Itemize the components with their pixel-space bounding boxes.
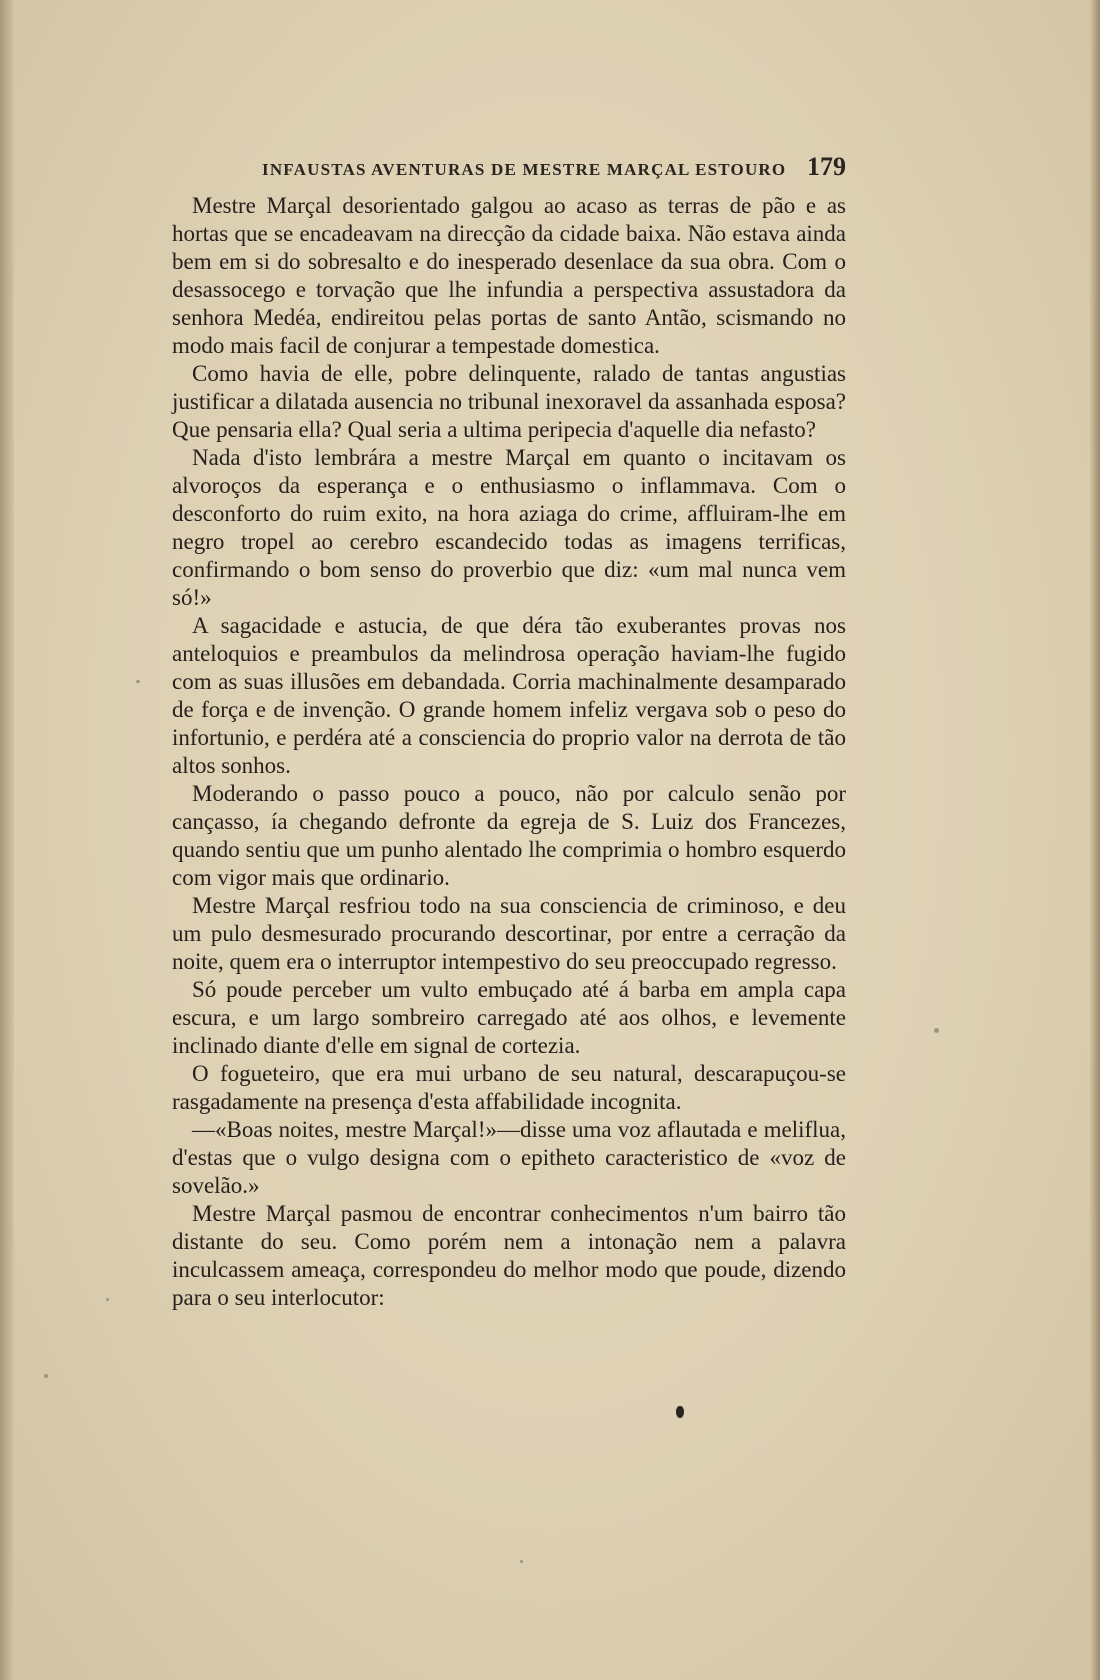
paper-speck (106, 1298, 109, 1301)
paper-speck (934, 1028, 939, 1033)
paragraph: Como havia de elle, pobre delinquente, ralado de tantas angustias justificar a dilatada ausencia no tribunal inexoravel da assanhada esposa? Que pensaria ella? Qual seria a ultima peripecia d'aquelle dia nefasto? (172, 361, 846, 442)
running-title: INFAUSTAS AVENTURAS DE MESTRE MARÇAL ESTOURO (262, 160, 787, 179)
page-edge-left (0, 0, 14, 1680)
paragraph: Mestre Marçal resfriou todo na sua consciencia de criminoso, e deu um pulo desmesurado procurando descortinar, por entre a cerração da noite, quem era o interruptor intempestivo do seu preoccupado regresso. (172, 893, 846, 974)
paragraph: Nada d'isto lembrára a mestre Marçal em quanto o incitavam os alvoroços da esperança e o enthusiasmo o inflammava. Com o desconforto do ruim exito, na hora aziaga do crime, affluiram-lhe em negro tropel ao cerebro escandecido todas as imagens terrificas, confirmando o bom senso do proverbio que diz: «um mal nunca vem só!» (172, 445, 846, 610)
paragraph: Mestre Marçal desorientado galgou ao acaso as terras de pão e as hortas que se encadeavam na direcção da cidade baixa. Não estava ainda bem em si do sobresalto e do inesperado desenlace da sua obra. Com o desassocego e torvação que lhe infundia a perspectiva assustadora da senhora Medéa, endireitou pelas portas de santo Antão, scismando no modo mais facil de conjurar a tempestade domestica. (172, 193, 846, 358)
paper-speck (44, 1374, 48, 1378)
paragraph: O fogueteiro, que era mui urbano de seu natural, descarapuçou-se rasgadamente na presença d'esta affabilidade incognita. (172, 1061, 846, 1114)
page-number: 179 (807, 152, 846, 181)
paragraph: Moderando o passo pouco a pouco, não por calculo senão por cançasso, ía chegando defronte da egreja de S. Luiz dos Francezes, quando sentiu que um punho alentado lhe comprimia o hombro esquerdo com vigor mais que ordinario. (172, 781, 846, 890)
body-text (172, 192, 846, 1312)
page-edge-right (1090, 0, 1100, 1680)
paragraph: —«Boas noites, mestre Marçal!»—disse uma voz aflautada e meliflua, d'estas que o vulgo designa com o epitheto caracteristico de «voz de sovelão.» (172, 1117, 846, 1198)
page-header (172, 152, 846, 182)
paper-speck (136, 680, 140, 683)
paragraph: Só poude perceber um vulto embuçado até á barba em ampla capa escura, e um largo sombreiro carregado até aos olhos, e levemente inclinado diante d'elle em signal de cortezia. (172, 977, 846, 1058)
ink-blot (676, 1406, 684, 1418)
paper-speck (520, 1560, 523, 1563)
paragraph: Mestre Marçal pasmou de encontrar conhecimentos n'um bairro tão distante do seu. Como porém nem a intonação nem a palavra inculcassem ameaça, correspondeu do melhor modo que poude, dizendo para o seu interlocutor: (172, 1201, 846, 1310)
paragraph: A sagacidade e astucia, de que déra tão exuberantes provas nos anteloquios e preambulos da melindrosa operação haviam-lhe fugido com as suas illusões em debandada. Corria machinalmente desamparado de força e de invenção. O grande homem infeliz vergava sob o peso do infortunio, e perdéra até a consciencia do proprio valor na derrota de tão altos sonhos. (172, 613, 846, 778)
